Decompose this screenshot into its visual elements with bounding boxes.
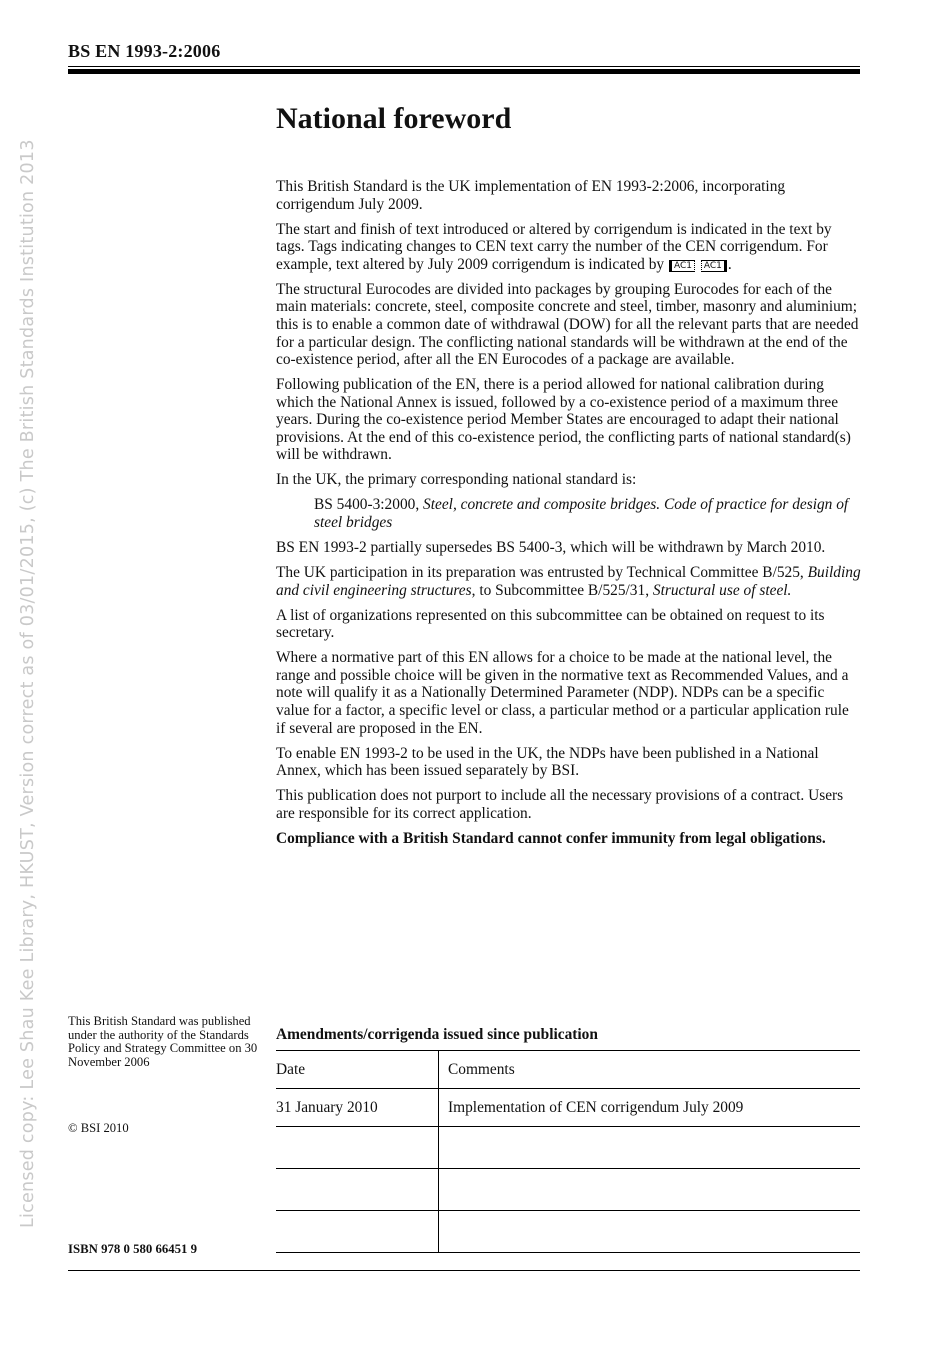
empty-date-cell <box>276 1211 439 1253</box>
page-title: National foreword <box>276 102 512 135</box>
amendments-heading: Amendments/corrigenda issued since publication <box>276 1026 598 1043</box>
bs5400-code: BS 5400-3:2000, <box>314 496 420 514</box>
committee-name: Building and civil engineering structures <box>276 564 861 599</box>
empty-comment-cell <box>439 1169 861 1211</box>
subcommittee-name: Structural use of steel. <box>652 581 792 599</box>
table-row-empty <box>276 1211 860 1253</box>
paragraph-supersedes: BS EN 1993-2 partially supersedes BS 5400-3, which will be withdrawn by March 2010. <box>276 539 826 557</box>
empty-date-cell <box>276 1169 439 1211</box>
license-watermark: Licensed copy: Lee Shau Kee Library, HKUST, Version correct as of 03/01/2015, (c) The British Standards Institution 2013 <box>18 139 38 1228</box>
table-row-empty <box>276 1169 860 1211</box>
column-header-date: Date <box>276 1051 439 1089</box>
paragraph-ndp: Where a normative part of this EN allows for a choice to be made at the national level, the range and possible choice will be given in the normative text as Recommended Values, and a note will qualify it as a Nationally Determined Parameter (NDP). NDPs can be a specific value for a factor, a specific level or class, a particular method or a particular application rule if several are proposed in the EN. <box>276 649 849 737</box>
amendments-table <box>276 1050 860 1253</box>
row-comment-cell: Implementation of CEN corrigendum July 2009 <box>439 1089 861 1127</box>
paragraph-national-annex: To enable EN 1993-2 to be used in the UK, the NDPs have been published in a National Annex, which has been issued separately by BSI. <box>276 744 819 780</box>
table-row-empty <box>276 1127 860 1169</box>
paragraph-calibration-period: Following publication of the EN, there is a period allowed for national calibration during which the National Annex is issued, followed by a co-existence period of a maximum three years. During the co-existence period Member States are encouraged to adapt their national provisions. At the end of this co-existence period, the conflicting parts of national standard(s) will be withdrawn. <box>276 376 851 464</box>
empty-comment-cell <box>439 1211 861 1253</box>
table-header-row <box>276 1051 860 1089</box>
paragraph-implementation: This British Standard is the UK implementation of EN 1993-2:2006, incorporating corrigendum July 2009. <box>276 178 786 213</box>
ac1-open-tag-icon: AC1 <box>669 260 695 272</box>
foreword-body <box>276 178 861 855</box>
row-date-cell: 31 January 2010 <box>276 1089 439 1127</box>
bs5400-title: Steel, concrete and composite bridges. Code of practice for design of steel bridges <box>314 496 849 532</box>
paragraph-corrigendum-tags <box>276 221 861 274</box>
paragraph-contract-provisions: This publication does not purport to include all the necessary provisions of a contract. Users are responsible for its correct application. <box>276 787 844 822</box>
paragraph-eurocode-packages: The structural Eurocodes are divided into packages by grouping Eurocodes for each of the main materials: concrete, steel, composite concrete and steel, timber, masonry and aluminium; this is to enable a common date of withdrawal (DOW) for all the relevant parts that are needed for a particular design. The conflicting national standards will be withdrawn at the end of the co-existence period, after all the EN Eurocodes of a package are available. <box>276 280 859 369</box>
column-header-comments: Comments <box>439 1051 861 1089</box>
committee-text-c: , to Subcommittee B/525/31, <box>471 581 650 599</box>
paragraph-uk-standard-intro: In the UK, the primary corresponding national standard is: <box>276 471 637 489</box>
ac1-close-tag-icon: AC1 <box>701 260 727 272</box>
paragraph-organizations: A list of organizations represented on this subcommittee can be obtained on request to its secretary. <box>276 606 825 642</box>
header-rule-thin <box>68 66 860 67</box>
paragraph-committee <box>276 564 861 599</box>
corrigendum-tags-end: . <box>727 255 732 273</box>
publication-note: This British Standard was published under the authority of the Standards Policy and Strategy Committee on 30 November 2006 <box>68 1014 258 1069</box>
committee-text-a: The UK participation in its preparation was entrusted by Technical Committee B/525, <box>276 564 804 582</box>
paragraph-bs5400 <box>276 496 861 531</box>
table-row <box>276 1089 860 1127</box>
empty-date-cell <box>276 1127 439 1169</box>
document-code: BS EN 1993-2:2006 <box>68 41 221 61</box>
header-rule-thick <box>68 69 860 74</box>
copyright-notice: © BSI 2010 <box>68 1121 129 1135</box>
corrigendum-tags-text: The start and finish of text introduced or altered by corrigendum is indicated in the text by tags. Tags indicating changes to CEN text carry the number of the CEN corrigendum. For example, text altered by July 2009 corrigendum is indicated by <box>276 220 832 273</box>
isbn: ISBN 978 0 580 66451 9 <box>68 1242 198 1256</box>
empty-comment-cell <box>439 1127 861 1169</box>
paragraph-compliance: Compliance with a British Standard cannot confer immunity from legal obligations. <box>276 829 826 847</box>
footer-rule <box>68 1270 860 1271</box>
